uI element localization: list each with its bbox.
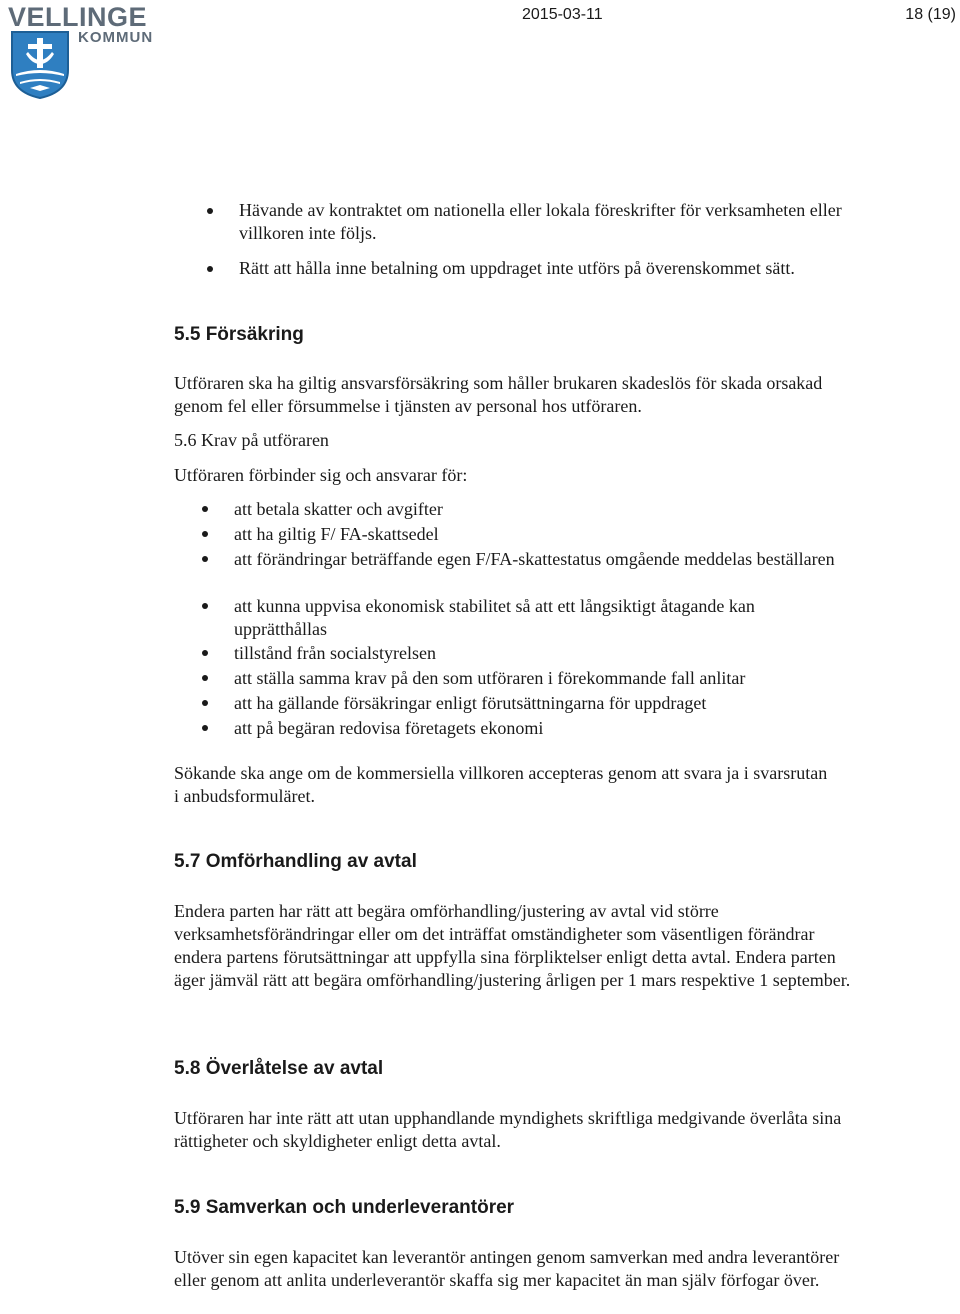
logo-name: VELLINGE: [8, 2, 148, 32]
section-body-5-7: Endera parten har rätt att begära omförhandling/justering av avtal vid större verksamhetsförändringar eller om det inträffat omständigheter som väsentligen förändrar endera partens förutsättningar att uppfylla sina förpliktelser enligt detta avtal. Endera parten äger jämväl rätt att begära omförhandling/justering årligen per 1 mars respektive 1 september.: [174, 901, 851, 990]
bullet-icon: [207, 208, 213, 214]
requirement-item: att ha gällande försäkringar enligt förutsättningarna för uppdraget: [234, 693, 707, 713]
bullet-icon: [202, 725, 208, 731]
requirement-item: att kunna uppvisa ekonomisk stabilitet så att ett långsiktigt åtagande kan upprätthållas: [234, 596, 755, 639]
requirement-item: att ställa samma krav på den som utföraren i förekommande fall anlitar: [234, 668, 746, 688]
section-heading-5-9: 5.9 Samverkan och underleverantörer: [174, 1197, 515, 1218]
logo-subtitle: KOMMUN: [78, 29, 154, 46]
page-number: 18 (19): [905, 6, 956, 23]
bullet-icon: [207, 266, 213, 272]
bullet-icon: [202, 675, 208, 681]
section-outro-5-6: Sökande ska ange om de kommersiella villkoren accepteras genom att svara ja i svarsrutan i anbudsformuläret.: [174, 763, 828, 806]
bullet-icon: [202, 650, 208, 656]
requirement-item: tillstånd från socialstyrelsen: [234, 643, 436, 663]
requirement-item: att betala skatter och avgifter: [234, 499, 443, 519]
intro-bullet-2: Rätt att hålla inne betalning om uppdraget inte utförs på överenskommet sätt.: [239, 258, 795, 278]
section-heading-5-8: 5.8 Överlåtelse av avtal: [174, 1058, 384, 1079]
requirement-item: att ha giltig F/ FA-skattsedel: [234, 524, 439, 544]
coat-of-arms-icon: [10, 30, 70, 100]
section-body-5-9: Utöver sin egen kapacitet kan leverantör antingen genom samverkan med andra leverantörer eller genom att anlita underleverantör skaffa sig mer kapacitet än man själv förfogar över.: [174, 1247, 840, 1290]
section-heading-5-7: 5.7 Omförhandling av avtal: [174, 851, 417, 872]
section-heading-5-5: 5.5 Försäkring: [174, 324, 304, 345]
municipality-logo: [6, 4, 168, 100]
bullet-icon: [202, 556, 208, 562]
section-body-5-5: Utföraren ska ha giltig ansvarsförsäkring som håller brukaren skadeslös för skada orsakad genom fel eller försummelse i tjänsten av personal hos utföraren.: [174, 373, 823, 416]
section-body-5-8: Utföraren har inte rätt att utan upphandlande myndighets skriftliga medgivande överlåta sina rättigheter och skyldigheter enligt detta avtal.: [174, 1108, 842, 1151]
section-intro-5-6: Utföraren förbinder sig och ansvarar för:: [174, 465, 468, 485]
requirement-item: att förändringar beträffande egen F/FA-skattestatus omgående meddelas beställaren: [234, 549, 835, 569]
bullet-icon: [202, 531, 208, 537]
section-heading-5-6: 5.6 Krav på utföraren: [174, 430, 329, 450]
bullet-icon: [202, 700, 208, 706]
bullet-icon: [202, 603, 208, 609]
requirement-item: att på begäran redovisa företagets ekonomi: [234, 718, 544, 738]
intro-bullet-1: Hävande av kontraktet om nationella eller lokala föreskrifter för verksamheten eller villkoren inte följs.: [239, 200, 842, 243]
bullet-icon: [202, 506, 208, 512]
document-date: 2015-03-11: [522, 6, 603, 23]
